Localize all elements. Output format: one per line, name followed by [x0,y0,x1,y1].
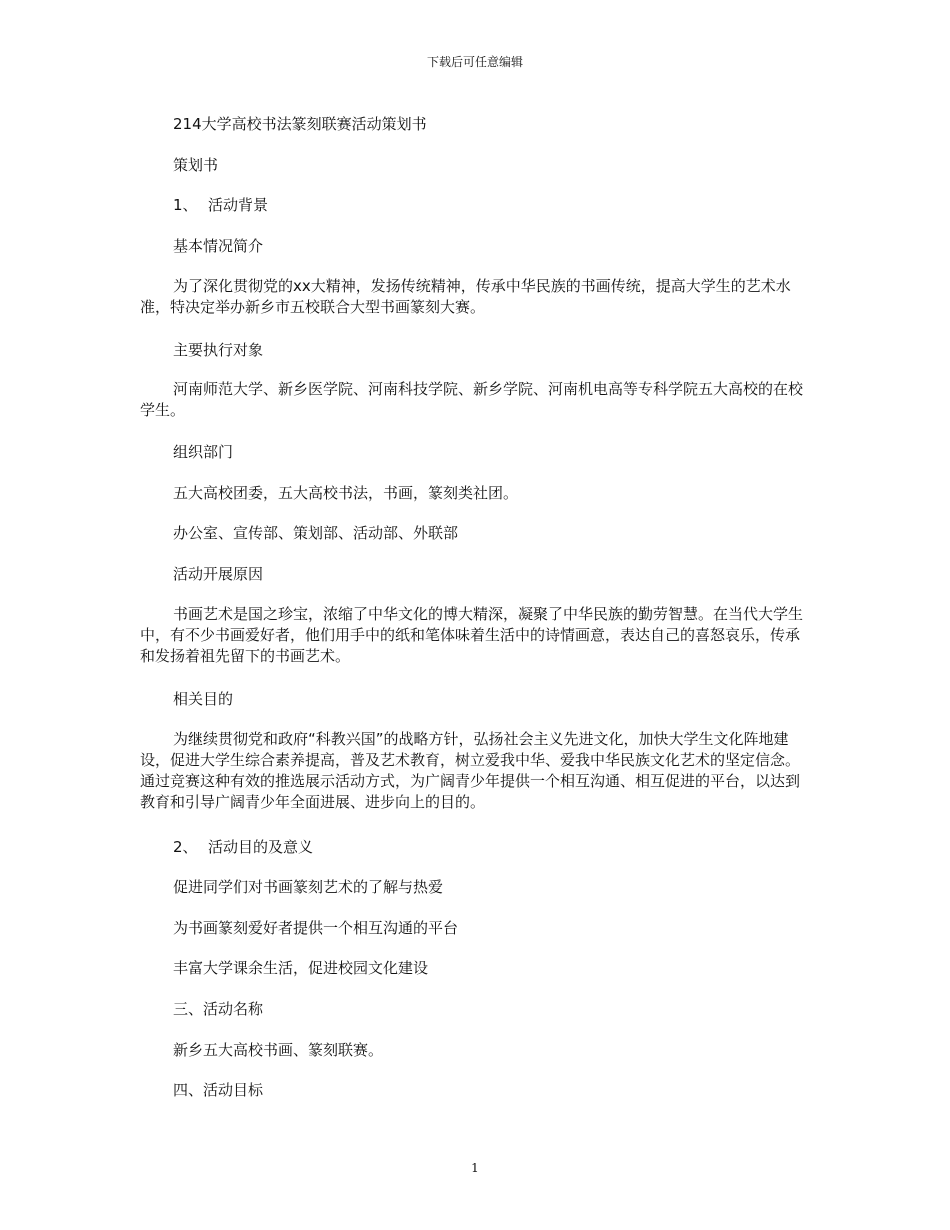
section-1-heading [173,195,268,216]
org-paragraph-2: 办公室、宣传部、策划部、活动部、外联部 [173,524,459,542]
section-1-label: 活动背景 [208,196,269,214]
intro-paragraph: 为了深化贯彻党的xx大精神，发扬传统精神，传承中华民族的书画传统，提高大学生的艺术水准，特决定举办新乡市五校联合大型书画篆刻大赛。 [140,277,791,316]
section-3-paragraph: 新乡五大高校书画、篆刻联赛。 [173,1041,384,1059]
target-heading: 主要执行对象 [173,341,264,359]
goal-item-3: 丰富大学课余生活，促进校园文化建设 [173,959,429,977]
section-4-heading: 四、活动目标 [173,1081,264,1099]
section-2-number: 2、 [173,838,198,856]
reason-paragraph: 书画艺术是国之珍宝，浓缩了中华文化的博大精深，凝聚了中华民族的勤劳智慧。在当代大学生中，有不少书画爱好者，他们用手中的纸和笔体味着生活中的诗情画意，表达自己的喜怒哀乐，传承和发扬着祖先留下的书画艺术。 [140,605,804,665]
section-3-heading: 三、活动名称 [173,1000,264,1018]
document-title: 214大学高校书法篆刻联赛活动策划书 [173,115,427,133]
reason-heading: 活动开展原因 [173,565,264,583]
section-2-heading [173,837,313,858]
intro-heading: 基本情况简介 [173,237,264,255]
page-number: 1 [471,1161,479,1175]
target-paragraph: 河南师范大学、新乡医学院、河南科技学院、新乡学院、河南机电高等专科学院五大高校的在校学生。 [140,380,804,419]
purpose-heading: 相关目的 [173,690,234,708]
goal-item-2: 为书画篆刻爱好者提供一个相互沟通的平台 [173,919,459,937]
org-paragraph-1: 五大高校团委，五大高校书法，书画，篆刻类社团。 [173,484,519,502]
section-1-number: 1、 [173,196,198,214]
page-header-note: 下载后可任意编辑 [426,55,523,69]
goal-item-1: 促进同学们对书画篆刻艺术的了解与热爱 [173,878,444,896]
org-heading: 组织部门 [173,443,234,461]
document-subtitle: 策划书 [173,156,219,174]
purpose-paragraph: 为继续贯彻党和政府“科教兴国”的战略方针，弘扬社会主义先进文化，加快大学生文化阵地建设，促进大学生综合素养提高，普及艺术教育，树立爱我中华、爱我中华民族文化艺术的坚定信念。通过竞赛这种有效的推选展示活动方式，为广阔青少年提供一个相互沟通、相互促进的平台，以达到教育和引导广阔青少年全面进展、进步向上的目的。 [140,730,801,811]
section-2-label: 活动目的及意义 [208,838,314,856]
